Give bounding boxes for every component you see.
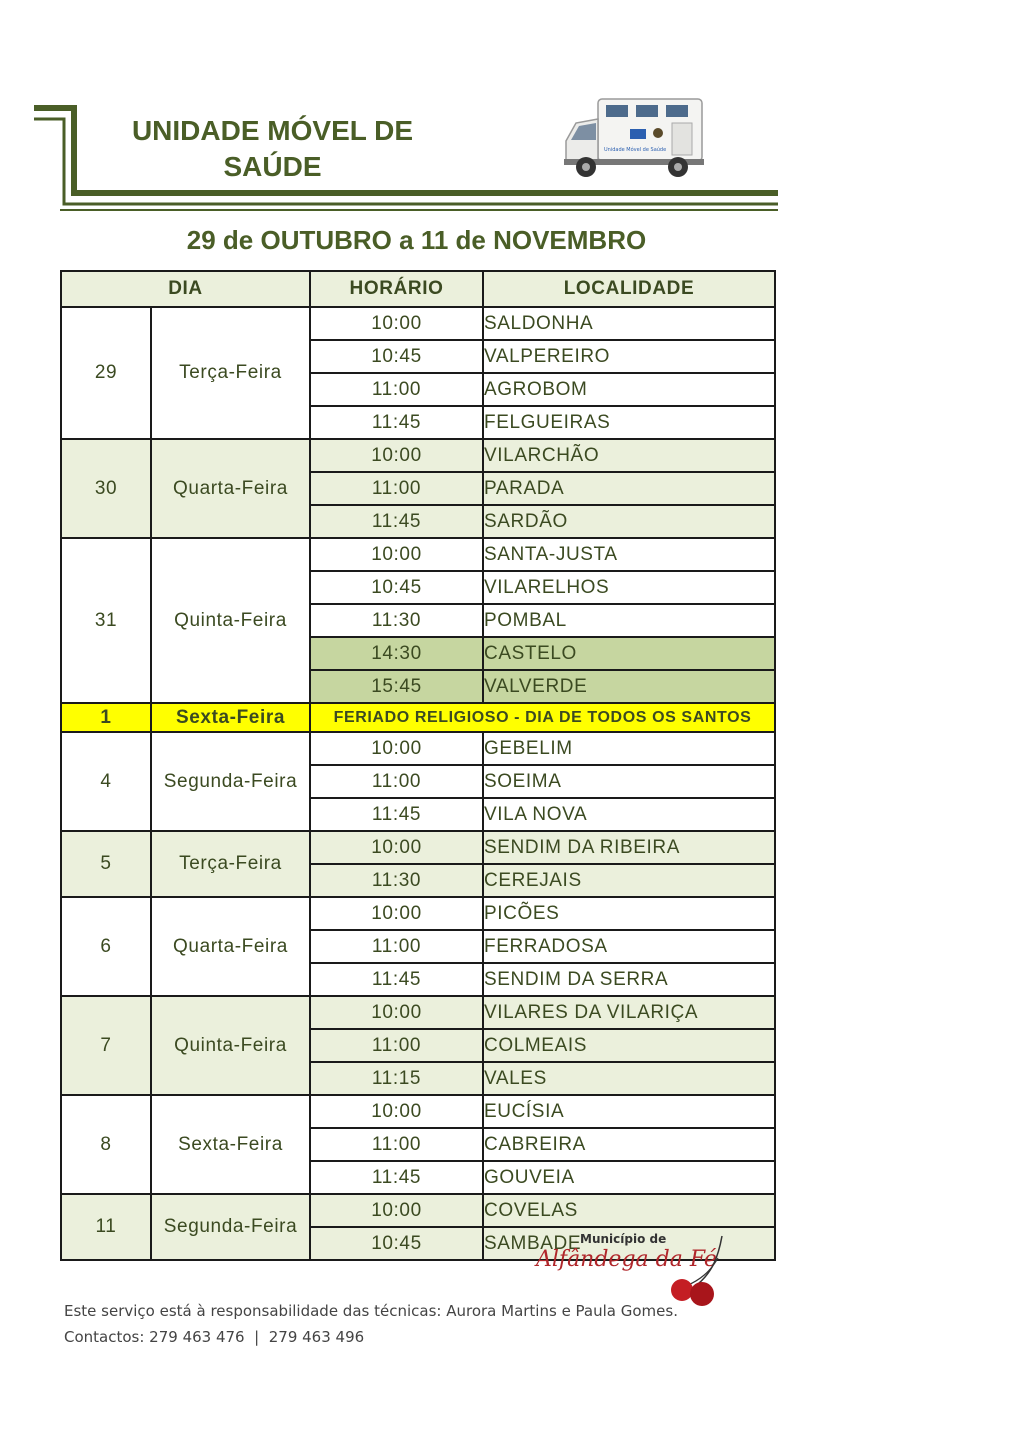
time-cell: 10:45 xyxy=(310,571,483,604)
location-cell: SARDÃO xyxy=(483,505,775,538)
page-title xyxy=(100,113,445,185)
weekday: Sexta-Feira xyxy=(151,1095,310,1194)
table-row xyxy=(61,831,775,864)
location-cell: COVELAS xyxy=(483,1194,775,1227)
column-header-time: HORÁRIO xyxy=(310,271,483,307)
time-cell: 11:00 xyxy=(310,1029,483,1062)
time-cell: 10:00 xyxy=(310,439,483,472)
weekday: Terça-Feira xyxy=(151,307,310,439)
van-label: Unidade Móvel de Saúde xyxy=(604,147,667,153)
day-number: 4 xyxy=(61,732,151,831)
location-cell: SAMBADE xyxy=(483,1227,775,1260)
municipality-logo xyxy=(530,1228,740,1308)
time-cell: 10:00 xyxy=(310,307,483,340)
location-cell: VALVERDE xyxy=(483,670,775,703)
day-number: 7 xyxy=(61,996,151,1095)
location-cell: GEBELIM xyxy=(483,732,775,765)
weekday: Segunda-Feira xyxy=(151,1194,310,1260)
time-cell: 11:00 xyxy=(310,930,483,963)
day-number: 11 xyxy=(61,1194,151,1260)
table-row xyxy=(61,439,775,472)
location-cell: CABREIRA xyxy=(483,1128,775,1161)
location-cell: VALPEREIRO xyxy=(483,340,775,373)
time-cell: 10:00 xyxy=(310,831,483,864)
location-cell: VILARCHÃO xyxy=(483,439,775,472)
time-cell: 11:00 xyxy=(310,765,483,798)
time-cell: 10:00 xyxy=(310,732,483,765)
table-header-row xyxy=(61,271,775,307)
location-cell: SENDIM DA RIBEIRA xyxy=(483,831,775,864)
day-number: 5 xyxy=(61,831,151,897)
weekday: Quinta-Feira xyxy=(151,538,310,703)
day-number: 6 xyxy=(61,897,151,996)
schedule-period: 29 de OUTUBRO a 11 de NOVEMBRO xyxy=(186,225,647,255)
location-cell: CASTELO xyxy=(483,637,775,670)
day-number: 8 xyxy=(61,1095,151,1194)
location-cell: EUCÍSIA xyxy=(483,1095,775,1128)
table-row xyxy=(61,538,775,571)
day-number: 30 xyxy=(61,439,151,538)
location-cell: PARADA xyxy=(483,472,775,505)
time-cell: 11:45 xyxy=(310,1161,483,1194)
location-cell: VILARES DA VILARIÇA xyxy=(483,996,775,1029)
time-cell: 10:00 xyxy=(310,1095,483,1128)
table-row xyxy=(61,1095,775,1128)
schedule-body xyxy=(61,307,775,1260)
schedule-table xyxy=(60,270,776,1261)
time-cell: 11:45 xyxy=(310,798,483,831)
ambulance-van-icon xyxy=(560,93,710,183)
time-cell: 11:45 xyxy=(310,963,483,996)
table-row xyxy=(61,1194,775,1227)
column-header-day: DIA xyxy=(61,271,310,307)
location-cell: SOEIMA xyxy=(483,765,775,798)
footer-contacts: Contactos: 279 463 476 | 279 463 496 xyxy=(64,1328,365,1346)
footer-responsibility: Este serviço está à responsabilidade das técnicas: Aurora Martins e Paula Gomes. xyxy=(64,1302,678,1320)
location-cell: GOUVEIA xyxy=(483,1161,775,1194)
weekday: Terça-Feira xyxy=(151,831,310,897)
day-number: 1 xyxy=(61,703,151,732)
location-cell: VALES xyxy=(483,1062,775,1095)
column-header-location: LOCALIDADE xyxy=(483,271,775,307)
time-cell: 10:00 xyxy=(310,538,483,571)
time-cell: 10:45 xyxy=(310,340,483,373)
time-cell: 10:45 xyxy=(310,1227,483,1260)
time-cell: 11:00 xyxy=(310,373,483,406)
time-cell: 11:30 xyxy=(310,864,483,897)
weekday: Quinta-Feira xyxy=(151,996,310,1095)
holiday-note: FERIADO RELIGIOSO - DIA DE TODOS OS SANTOS xyxy=(310,703,775,732)
weekday: Sexta-Feira xyxy=(151,703,310,732)
time-cell: 10:00 xyxy=(310,897,483,930)
location-cell: SANTA-JUSTA xyxy=(483,538,775,571)
svg-text:Município de: Município de xyxy=(580,1232,667,1246)
location-cell: VILARELHOS xyxy=(483,571,775,604)
svg-text:Alfândega da Fé: Alfândega da Fé xyxy=(536,1247,717,1272)
location-cell: SENDIM DA SERRA xyxy=(483,963,775,996)
time-cell: 11:45 xyxy=(310,505,483,538)
location-cell: POMBAL xyxy=(483,604,775,637)
time-cell: 11:00 xyxy=(310,472,483,505)
location-cell: PICÕES xyxy=(483,897,775,930)
location-cell: FERRADOSA xyxy=(483,930,775,963)
time-cell: 10:00 xyxy=(310,1194,483,1227)
location-cell: VILA NOVA xyxy=(483,798,775,831)
table-row xyxy=(61,307,775,340)
location-cell: SALDONHA xyxy=(483,307,775,340)
time-cell: 11:30 xyxy=(310,604,483,637)
time-cell: 11:15 xyxy=(310,1062,483,1095)
table-row xyxy=(61,703,775,732)
location-cell: COLMEAIS xyxy=(483,1029,775,1062)
weekday: Segunda-Feira xyxy=(151,732,310,831)
table-row xyxy=(61,732,775,765)
location-cell: FELGUEIRAS xyxy=(483,406,775,439)
time-cell: 11:45 xyxy=(310,406,483,439)
time-cell: 11:00 xyxy=(310,1128,483,1161)
time-cell: 15:45 xyxy=(310,670,483,703)
weekday: Quarta-Feira xyxy=(151,439,310,538)
weekday: Quarta-Feira xyxy=(151,897,310,996)
time-cell: 10:00 xyxy=(310,996,483,1029)
table-row xyxy=(61,996,775,1029)
title-line-2: SAÚDE xyxy=(223,151,322,182)
location-cell: AGROBOM xyxy=(483,373,775,406)
time-cell: 14:30 xyxy=(310,637,483,670)
day-number: 29 xyxy=(61,307,151,439)
table-row xyxy=(61,897,775,930)
location-cell: CEREJAIS xyxy=(483,864,775,897)
title-line-1: UNIDADE MÓVEL DE xyxy=(131,115,414,146)
day-number: 31 xyxy=(61,538,151,703)
